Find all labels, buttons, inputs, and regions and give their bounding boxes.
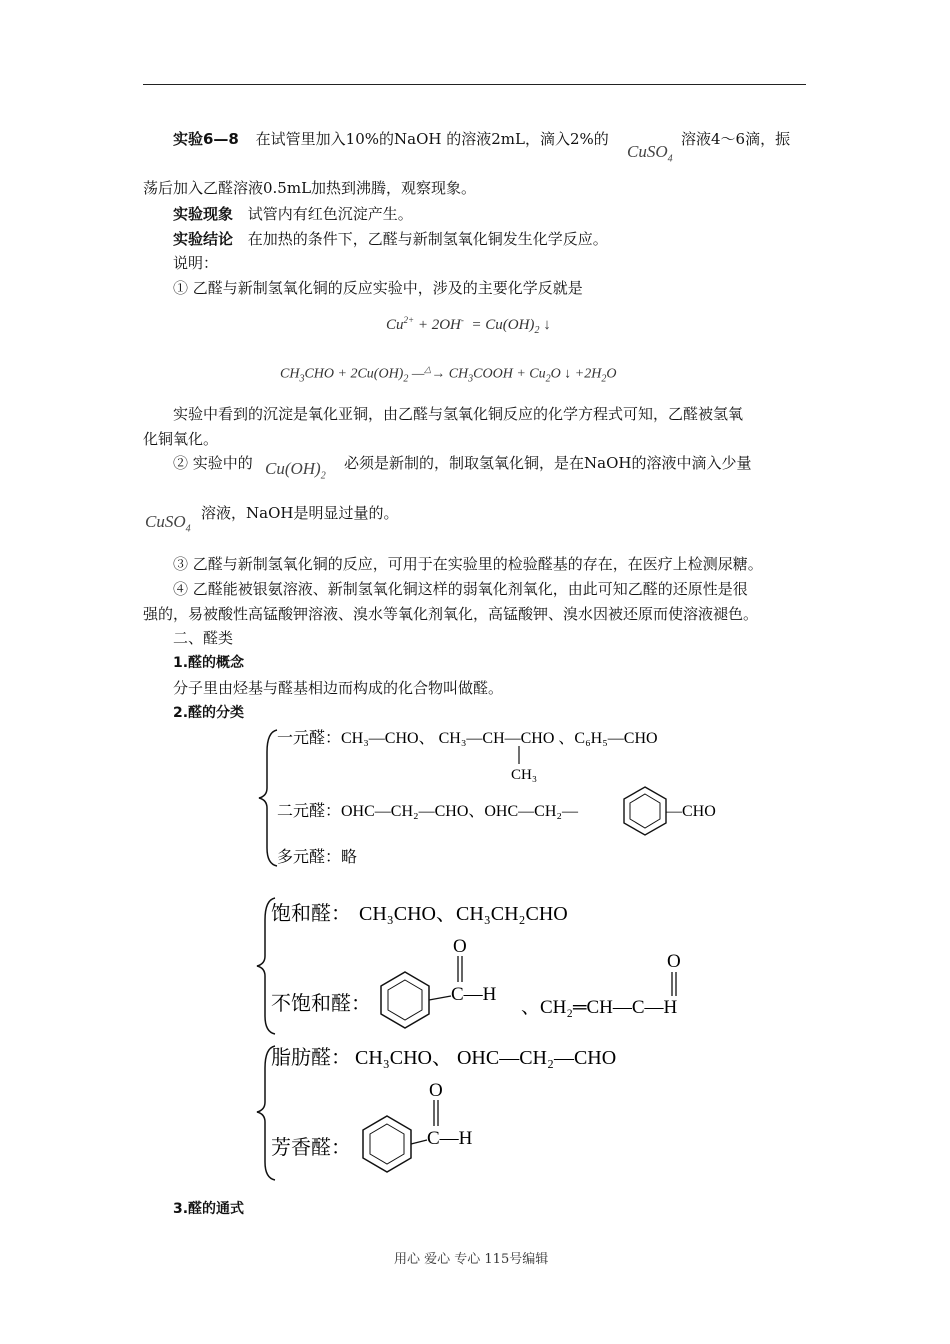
sat-label: 饱和醛： <box>271 903 351 925</box>
poly-label: 多元醛：略 <box>277 849 358 866</box>
aro-label: 芳香醛： <box>271 1137 351 1159</box>
acrolein-o: O <box>667 951 681 972</box>
cuso4-formula-1 <box>627 142 673 164</box>
equation-2: $CH_3CHO + 2Cu(OH)_2$ —△→ $CH_3COOH + Cu_2O$ ↓ $+2H_2O$ <box>280 364 617 385</box>
heading-3: 3.醛的通式 <box>173 1201 245 1217</box>
benzene-ring-1 <box>624 787 666 835</box>
cuso4-text-2: CuSO <box>145 512 186 531</box>
ali-label: 脂肪醛： <box>271 1047 351 1069</box>
phenomenon-text: 试管内有红色沉淀产生。 <box>247 205 413 223</box>
section-2-heading: 二、醛类 <box>173 629 234 647</box>
note-label: 说明： <box>173 254 219 272</box>
note-1: ① 乙醛与新制氢氧化铜的反应实验中，涉及的主要化学反就是 <box>173 279 583 297</box>
experiment-text-3: 荡后加入乙醛溶液0.5mL加热到沸腾，观察现象。 <box>143 179 477 197</box>
footer: 用心 爱心 专心 115号编辑 <box>394 1252 549 1267</box>
experiment-line-1 <box>173 128 609 149</box>
note-4a: ④ 乙醛能被银氨溶液、新制氢氧化铜这样的弱氧化剂氧化，由此可知乙醛的还原性是很 <box>173 580 748 598</box>
definition: 分子里由烃基与醛基相边而构成的化合物叫做醛。 <box>173 679 504 697</box>
unsat-label: 不饱和醛： <box>271 993 371 1015</box>
experiment-label: 实验6—8 <box>173 130 239 148</box>
classification-by-saturation <box>255 892 735 1042</box>
heading-2: 2.醛的分类 <box>173 705 245 721</box>
cuso4-sub: 4 <box>667 153 673 165</box>
classification-by-hydrocarbon <box>255 1040 735 1188</box>
cuoh2-formula <box>265 459 326 481</box>
equation-1: $Cu^{2+} + 2OH^- = Cu(OH)_2$ ↓ <box>386 315 551 336</box>
heading-1: 1.醛的概念 <box>173 655 245 671</box>
benzene-ring-2 <box>381 972 429 1028</box>
note-2c: 溶液，NaOH是明显过量的。 <box>201 504 399 522</box>
benzaldehyde-c: C—H <box>451 984 497 1005</box>
header-rule <box>143 84 806 85</box>
note-4b: 强的，易被酸性高锰酸钾溶液、溴水等氧化剂氧化，高锰酸钾、溴水因被还原而使溶液褪色。 <box>143 605 759 623</box>
experiment-text-1: 在试管里加入10%的NaOH 的溶液2mL，滴入2%的 <box>255 130 609 148</box>
conclusion-text: 在加热的条件下，乙醛与新制氢氧化铜发生化学反应。 <box>247 230 608 248</box>
classification-by-count <box>255 722 735 872</box>
benzene-ring-3 <box>363 1116 411 1172</box>
sat-formula: CH₃CHO、CH₃CH₂CHO <box>359 903 568 925</box>
cuoh-text: Cu(OH) <box>265 459 321 478</box>
note-3: ③ 乙醛与新制氢氧化铜的反应，可用于在实验里的检验醛基的存在，在医疗上检测尿糖。 <box>173 555 763 573</box>
aro-ch: C—H <box>427 1128 473 1149</box>
mono-label: 一元醛：CH₃—CHO、 CH₃—CH—CHO 、C₆H₅—CHO <box>277 730 658 747</box>
ali-formula: CH₃CHO、 OHC—CH₂—CHO <box>355 1047 617 1069</box>
phenomenon-line <box>173 203 413 224</box>
cuso4-text: CuSO <box>627 142 668 161</box>
methyl-group: CH₃ <box>511 767 538 783</box>
di-label: 二元醛：OHC—CH₂—CHO、OHC—CH₂— <box>277 803 578 820</box>
conclusion-line <box>173 228 608 249</box>
paragraph-1b: 化铜氧化。 <box>143 430 219 448</box>
cuoh-sub: 2 <box>320 470 326 482</box>
di-cho: —CHO <box>666 803 716 820</box>
phenomenon-label: 实验现象 <box>173 205 234 223</box>
note-2b: 必须是新制的，制取氢氧化铜，是在NaOH的溶液中滴入少量 <box>344 454 752 472</box>
paragraph-1a: 实验中看到的沉淀是氧化亚铜，由乙醛与氢氧化铜反应的化学方程式可知，乙醛被氢氧 <box>173 405 744 423</box>
experiment-text-2: 溶液4～6滴，振 <box>681 130 791 148</box>
conclusion-label: 实验结论 <box>173 230 234 248</box>
cuso4-formula-2 <box>145 512 191 534</box>
note-2a: ② 实验中的 <box>173 454 253 472</box>
cuso4-sub-2: 4 <box>185 523 191 535</box>
aro-o: O <box>429 1080 443 1101</box>
benzaldehyde-o: O <box>453 936 467 957</box>
acrolein: 、CH₂═CH—C—H <box>521 997 678 1018</box>
brace <box>259 730 277 866</box>
